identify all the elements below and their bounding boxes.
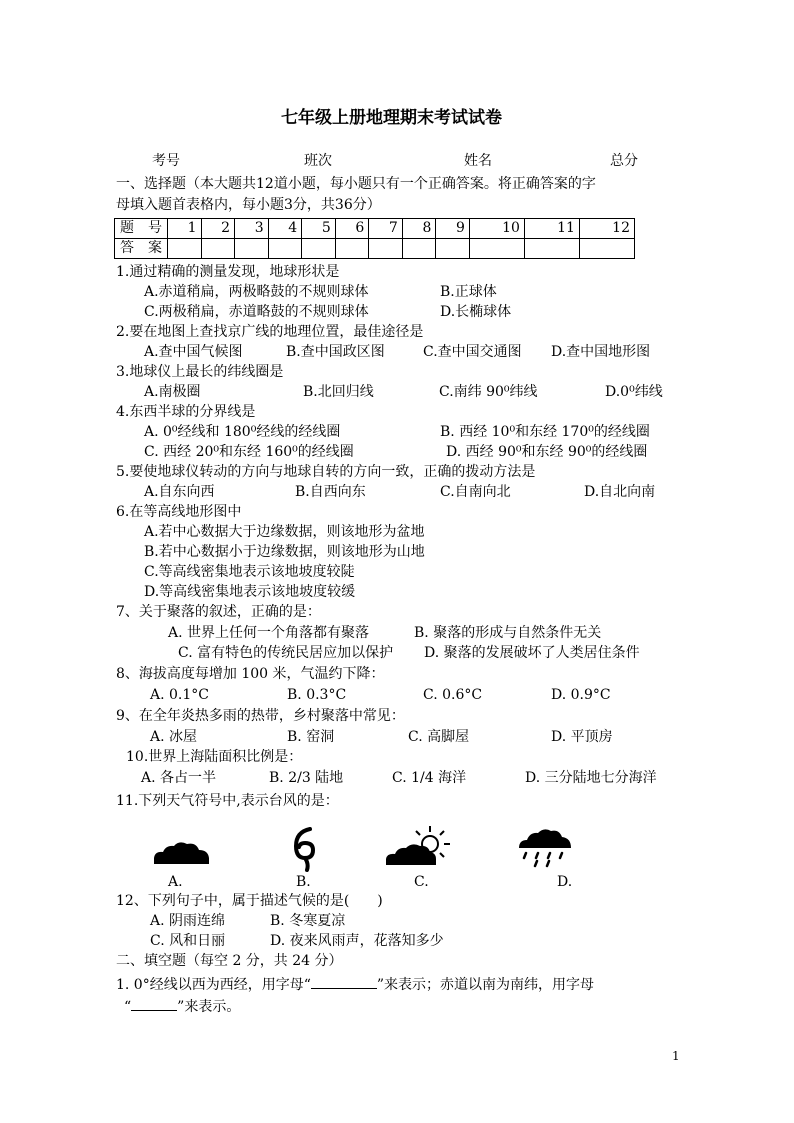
table-label-number: 题 号 [115,219,168,239]
option: D.0⁰纬线 [605,384,663,400]
answer-table-number-row [115,219,635,239]
question-stem: 3.地球仪上最长的纬线圈是 [116,364,284,380]
option: D.查中国地形图 [551,344,651,360]
question-stem: 6.在等高线地形图中 [116,504,242,520]
answer-blank[interactable] [131,996,177,1011]
option: B. 聚落的形成与自然条件无关 [414,625,602,641]
question-stem: 7、关于聚落的叙述，正确的是： [116,604,321,620]
option: B. 窑洞 [287,729,335,745]
option: C. 风和日丽 [150,933,226,949]
fill-text: “ [124,999,132,1015]
rain-icon [516,826,574,868]
table-label-answer: 答 案 [115,239,168,259]
answer-cell[interactable] [302,239,336,259]
option: B. 2/3 陆地 [269,770,344,786]
option: D. 聚落的发展破坏了人类居住条件 [424,645,640,661]
table-col-number: 2 [201,219,235,239]
class-label: 班次 [304,153,332,169]
option: D. 0.9°C [551,687,611,703]
option: B. 0.3°C [287,687,347,703]
answer-cell[interactable] [369,239,403,259]
option: C. [414,874,429,890]
fill-question-1 [116,974,594,995]
option: C.查中国交通图 [423,344,522,360]
answer-table-answer-row [115,239,635,259]
cloudy-icon [152,838,212,866]
answer-cell[interactable] [402,239,436,259]
option: A. 0⁰经线和 180⁰经线的经线圈 [144,424,341,440]
table-col-number: 1 [168,219,202,239]
option: D.等高线密集地表示该地坡度较缓 [144,584,356,600]
typhoon-icon [290,826,320,872]
table-col-number: 3 [235,219,269,239]
option: B.正球体 [440,284,497,300]
option: D. 平顶房 [551,729,613,745]
total-score-label: 总分 [610,153,638,169]
option: D.长椭球体 [440,304,512,320]
option: C.等高线密集地表示该地坡度较陡 [144,564,355,580]
table-col-number: 12 [579,219,634,239]
question-stem: 1.通过精确的测量发现，地球形状是 [116,264,340,280]
question-stem: 2.要在地图上查找京广线的地理位置，最佳途径是 [116,324,424,340]
question-stem: 9、在全年炎热多雨的热带，乡村聚落中常见： [116,708,405,724]
option: D.自北向南 [584,484,656,500]
answer-cell[interactable] [579,239,634,259]
answer-table [114,218,635,259]
option: C. 西经 20⁰和东经 160⁰的经线圈 [144,444,354,460]
option: A. 冰屋 [150,729,198,745]
option: B. 西经 10⁰和东经 170⁰的经线圈 [440,424,650,440]
option: A. [168,874,183,890]
option: A.赤道稍扁，两极略鼓的不规则球体 [144,284,369,300]
section1-line1: 一、选择题（本大题共12道小题，每小题只有一个正确答案。将正确答案的字 [116,176,596,192]
fill-text: ”来表示。 [177,999,241,1015]
option: A.查中国气候图 [144,344,243,360]
section1-line2: 母填入题首表格内，每小题3分，共36分） [116,197,381,213]
option: D. 夜来风雨声，花落知多少 [270,933,444,949]
option: A.自东向西 [144,484,215,500]
option: B.若中心数据小于边缘数据，则该地形为山地 [144,544,425,560]
answer-cell[interactable] [524,239,579,259]
option: C. 富有特色的传统民居应加以保护 [178,645,394,661]
question-stem: 12、下列句子中，属于描述气候的是( ) [116,893,383,909]
option: A. 世界上任何一个角落都有聚落 [168,625,370,641]
page-title: 七年级上册地理期末考试试卷 [281,108,502,128]
table-col-number: 10 [469,219,524,239]
option: B. [296,874,311,890]
question-stem: 11.下列天气符号中,表示台风的是： [116,793,339,809]
option: A. 各占一半 [141,770,217,786]
answer-cell[interactable] [335,239,369,259]
fill-text: ”来表示；赤道以南为南纬，用字母 [376,977,595,993]
option: B. 冬寒夏凉 [270,913,346,929]
question-stem: 8、海拔高度每增加 100 米，气温约下降： [116,666,385,682]
option: A. 0.1°C [150,687,209,703]
question-stem: 5.要使地球仪转动的方向与地球自转的方向一致，正确的拨动方法是 [116,464,536,480]
option: D. [557,874,573,890]
fill-question-1-cont [124,996,240,1017]
table-col-number: 11 [524,219,579,239]
name-label: 姓名 [464,153,492,169]
answer-cell[interactable] [201,239,235,259]
page-number: 1 [672,1049,680,1063]
option: C.两极稍扁，赤道略鼓的不规则球体 [144,304,369,320]
option: C. 1/4 海洋 [392,770,467,786]
option: D. 西经 90⁰和东经 90⁰的经线圈 [446,444,648,460]
exam-number-label: 考号 [152,153,180,169]
option: B.自西向东 [295,484,366,500]
option: C. 高脚屋 [408,729,470,745]
section2-heading: 二、填空题（每空 2 分，共 24 分） [116,953,343,969]
sun-cloud-icon [384,824,456,868]
answer-cell[interactable] [235,239,269,259]
option: B.查中国政区图 [286,344,385,360]
table-col-number: 7 [369,219,403,239]
table-col-number: 4 [268,219,302,239]
question-stem: 4.东西半球的分界线是 [116,404,256,420]
option: C.南纬 90⁰纬线 [439,384,538,400]
option: D. 三分陆地七分海洋 [525,770,657,786]
answer-blank[interactable] [311,974,377,989]
fill-text: 1. 0°经线以西为西经，用字母“ [116,977,311,993]
table-col-number: 5 [302,219,336,239]
option: B.北回归线 [303,384,374,400]
answer-cell[interactable] [168,239,202,259]
question-stem: 10.世界上海陆面积比例是： [126,749,303,765]
option: A.若中心数据大于边缘数据，则该地形为盆地 [144,524,425,540]
table-col-number: 9 [436,219,470,239]
option: C.自南向北 [440,484,511,500]
answer-cell[interactable] [469,239,524,259]
option: A. 阴雨连绵 [150,913,226,929]
table-col-number: 6 [335,219,369,239]
answer-cell[interactable] [268,239,302,259]
option: A.南极圈 [144,384,201,400]
answer-cell[interactable] [436,239,470,259]
option: C. 0.6°C [423,687,483,703]
table-col-number: 8 [402,219,436,239]
